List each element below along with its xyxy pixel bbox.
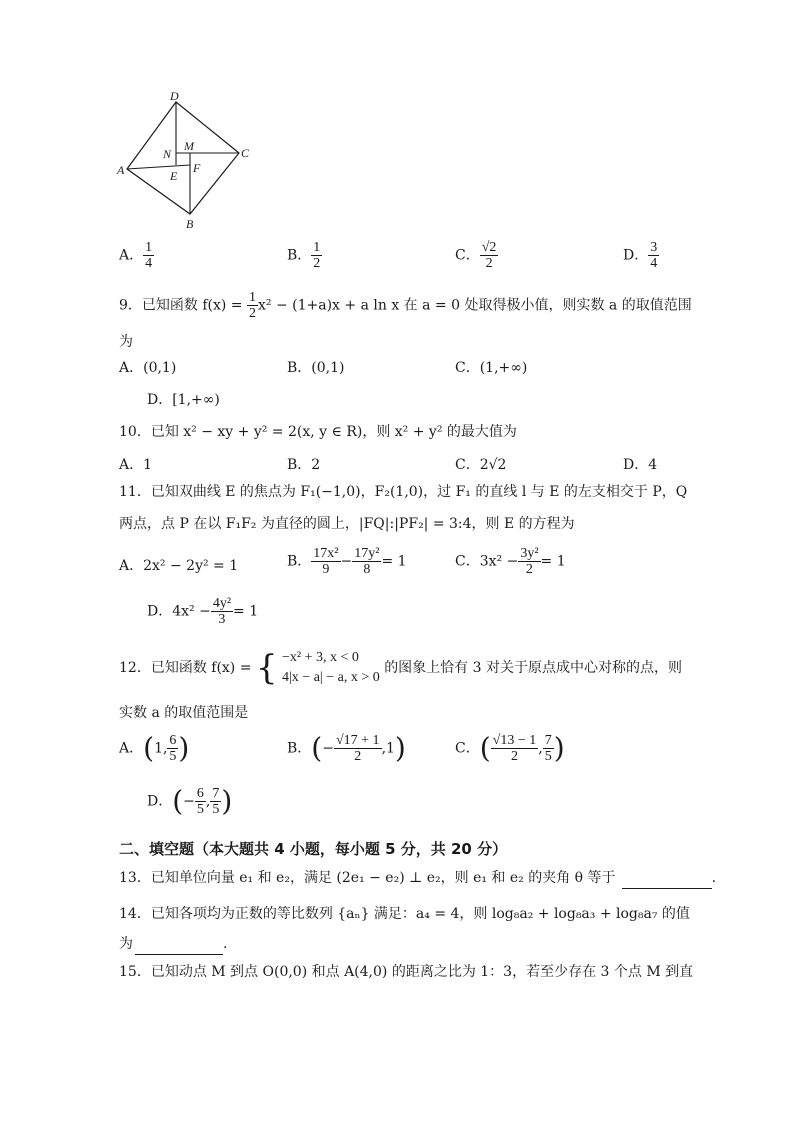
denominator: 8 <box>363 562 371 577</box>
answer-blank[interactable] <box>622 868 712 889</box>
q8-option-b <box>287 240 322 271</box>
denominator: 2 <box>510 749 518 764</box>
q13-text: 13．已知单位向量 e₁ 和 e₂，满足 (2e₁ − e₂) ⊥ e₂，则 e₁ 和 e₂ 的夹角 θ 等于 <box>119 870 616 886</box>
label-B: B <box>186 217 194 231</box>
label-N: N <box>163 147 172 161</box>
fraction <box>195 786 206 817</box>
section-heading-fill-in: 二、填空题（本大题共 4 小题，每小题 5 分，共 20 分） <box>119 840 508 858</box>
denominator: 4 <box>145 256 153 271</box>
q8-option-c <box>455 240 498 271</box>
option-letter: D． <box>623 247 649 264</box>
q10-option-a: A．1 <box>119 457 153 473</box>
fraction <box>518 546 540 577</box>
bracket-close: ) <box>553 731 565 765</box>
q12-stem-part2: 的图象上恰有 3 对关于原点成中心对称的点，则 <box>384 660 682 676</box>
label-C: C <box>241 146 250 160</box>
q11-stem-line2: 两点，点 P 在以 F₁F₂ 为直径的圆上，|FQ|:|PF₂| = 3:4，则 E 的方程为 <box>119 516 575 532</box>
denominator: 3 <box>218 612 226 627</box>
q9-stem-line1 <box>119 290 692 321</box>
denominator: 5 <box>196 802 204 817</box>
denominator: 5 <box>169 749 177 764</box>
q9-stem-part1: 9．已知函数 f(x) = <box>119 297 247 314</box>
minus-sign: − <box>322 740 334 757</box>
label-F: F <box>193 161 201 175</box>
q11-option-c <box>455 546 566 577</box>
q9-stem-part2: x² − (1+a)x + a ln x 在 a = 0 处取得极小值，则实数 a 的取值范围 <box>258 297 692 314</box>
q9-option-b: B．(0,1) <box>287 360 345 376</box>
denominator: 2 <box>525 562 533 577</box>
numerator: 1 <box>145 240 153 255</box>
numerator: 6 <box>196 786 204 801</box>
fraction <box>311 546 340 577</box>
q12-option-c: C．( $\frac{√13 - 1}{2}$ , $\frac{7}{5}$ ) <box>455 731 565 765</box>
q12-option-d: D．(− $\frac{6}{5}$ , $\frac{7}{5}$ ) <box>147 784 233 818</box>
piecewise-cases <box>282 648 380 688</box>
numerator: 1 <box>249 290 256 305</box>
option-letter: D． <box>147 793 173 810</box>
numerator: 3 <box>650 240 658 255</box>
q10-option-c: C．2√2 <box>455 457 507 473</box>
fraction <box>311 240 322 271</box>
q9-stem-line2: 为 <box>119 334 133 350</box>
numerator: √17 + 1 <box>335 733 380 748</box>
q12-stem-line2: 实数 a 的取值范围是 <box>119 705 249 721</box>
denominator: 2 <box>249 306 256 321</box>
piecewise-brace: { <box>255 648 278 688</box>
numerator: √13 − 1 <box>492 733 537 748</box>
q10-option-d: D．4 <box>623 457 658 473</box>
numerator: 7 <box>544 733 552 748</box>
fraction <box>491 733 539 764</box>
q12-option-a <box>119 733 189 764</box>
option-letter: C． <box>455 740 480 757</box>
period: . <box>711 870 717 886</box>
case-1: −x² + 3, x < 0 <box>282 650 359 665</box>
numerator: 4y² <box>212 596 232 611</box>
bracket-open: ( <box>143 731 155 765</box>
label-A: A <box>117 163 125 177</box>
numerator: 17y² <box>354 546 380 561</box>
bracket-close: ) <box>394 731 406 765</box>
option-letter: C．3x² − <box>455 553 519 570</box>
fraction <box>210 786 221 817</box>
denominator: 5 <box>212 802 220 817</box>
case-2: 4|x − a| − a, x > 0 <box>282 670 380 685</box>
fraction <box>648 240 659 271</box>
denominator: 2 <box>485 256 493 271</box>
q9-option-d: D．[1,+∞) <box>147 392 220 408</box>
numerator: 1 <box>313 240 321 255</box>
fraction <box>352 546 381 577</box>
bracket-close: ) <box>178 731 190 765</box>
q12-stem-line1 <box>119 648 682 692</box>
denominator: 2 <box>354 749 362 764</box>
bracket-close: ) <box>221 784 233 818</box>
q15-stem: 15．已知动点 M 到点 O(0,0) 和点 A(4,0) 的距离之比为 1：3，若至少存在 3 个点 M 到直 <box>119 964 694 980</box>
label-M: M <box>184 139 194 153</box>
denominator: 2 <box>313 256 321 271</box>
geometry-figure <box>115 90 255 235</box>
fraction <box>167 733 178 764</box>
q9-option-a: A．(0,1) <box>119 360 177 376</box>
option-letter: B． <box>287 553 312 570</box>
q12-stem-part1: 12．已知函数 f(x) = <box>119 660 252 676</box>
numerator: 6 <box>169 733 177 748</box>
quadrilateral-ABCD <box>127 102 239 214</box>
q10-stem: 10．已知 x² − xy + y² = 2(x, y ∈ R)，则 x² + y² 的最大值为 <box>119 424 517 440</box>
q13-stem <box>119 868 716 889</box>
numerator: 3y² <box>520 546 539 561</box>
bracket-open: ( <box>311 731 323 765</box>
minus-sign: − <box>340 553 353 570</box>
fraction-half <box>247 290 258 321</box>
q11-option-b <box>287 546 407 577</box>
q8-option-d <box>623 240 659 271</box>
minus-sign: − <box>183 793 195 810</box>
q14-stem-line1: 14．已知各项均为正数的等比数列 {aₙ} 满足：a₄ = 4，则 log₈a₂ + log₈a₃ + log₈a₇ 的值 <box>119 906 690 922</box>
q9-option-c: C．(1,+∞) <box>455 360 528 376</box>
denominator: 5 <box>544 749 552 764</box>
equals-one: = 1 <box>540 553 566 570</box>
q11-option-d <box>147 596 258 627</box>
segment-AF <box>127 165 190 169</box>
q14-text: 为 <box>119 936 133 952</box>
denominator: 4 <box>650 256 658 271</box>
label-E: E <box>170 169 178 183</box>
q11-stem-line1: 11．已知双曲线 E 的焦点为 F₁(−1,0)，F₂(1,0)，过 F₁ 的直线 l 与 E 的左支相交于 P，Q <box>119 484 688 500</box>
option-letter: B． <box>287 247 312 264</box>
right-value: ,1 <box>381 740 395 757</box>
q14-stem-line2 <box>119 934 227 955</box>
q10-option-b: B．2 <box>287 457 321 473</box>
numerator: 7 <box>212 786 220 801</box>
fraction <box>543 733 554 764</box>
fraction <box>334 733 382 764</box>
fraction <box>143 240 154 271</box>
period: . <box>223 936 228 952</box>
equals-one: = 1 <box>381 553 407 570</box>
bracket-open: ( <box>172 784 184 818</box>
bracket-open: ( <box>479 731 491 765</box>
q12-option-b <box>287 733 406 764</box>
option-letter: A． <box>119 247 144 264</box>
fraction <box>211 596 233 627</box>
q8-option-a <box>119 240 154 271</box>
q11-option-a: A．2x² − 2y² = 1 <box>119 558 239 574</box>
label-D: D <box>170 90 179 103</box>
fraction <box>480 240 499 271</box>
denominator: 9 <box>322 562 330 577</box>
left-value: 1, <box>154 740 168 757</box>
option-letter: D．4x² − <box>147 603 211 620</box>
option-letter: C． <box>455 247 480 264</box>
numerator: 17x² <box>313 546 339 561</box>
answer-blank[interactable] <box>135 934 223 955</box>
option-letter: B． <box>287 740 312 757</box>
equals-one: = 1 <box>233 603 259 620</box>
option-letter: A． <box>119 740 144 757</box>
numerator: √2 <box>481 240 497 255</box>
